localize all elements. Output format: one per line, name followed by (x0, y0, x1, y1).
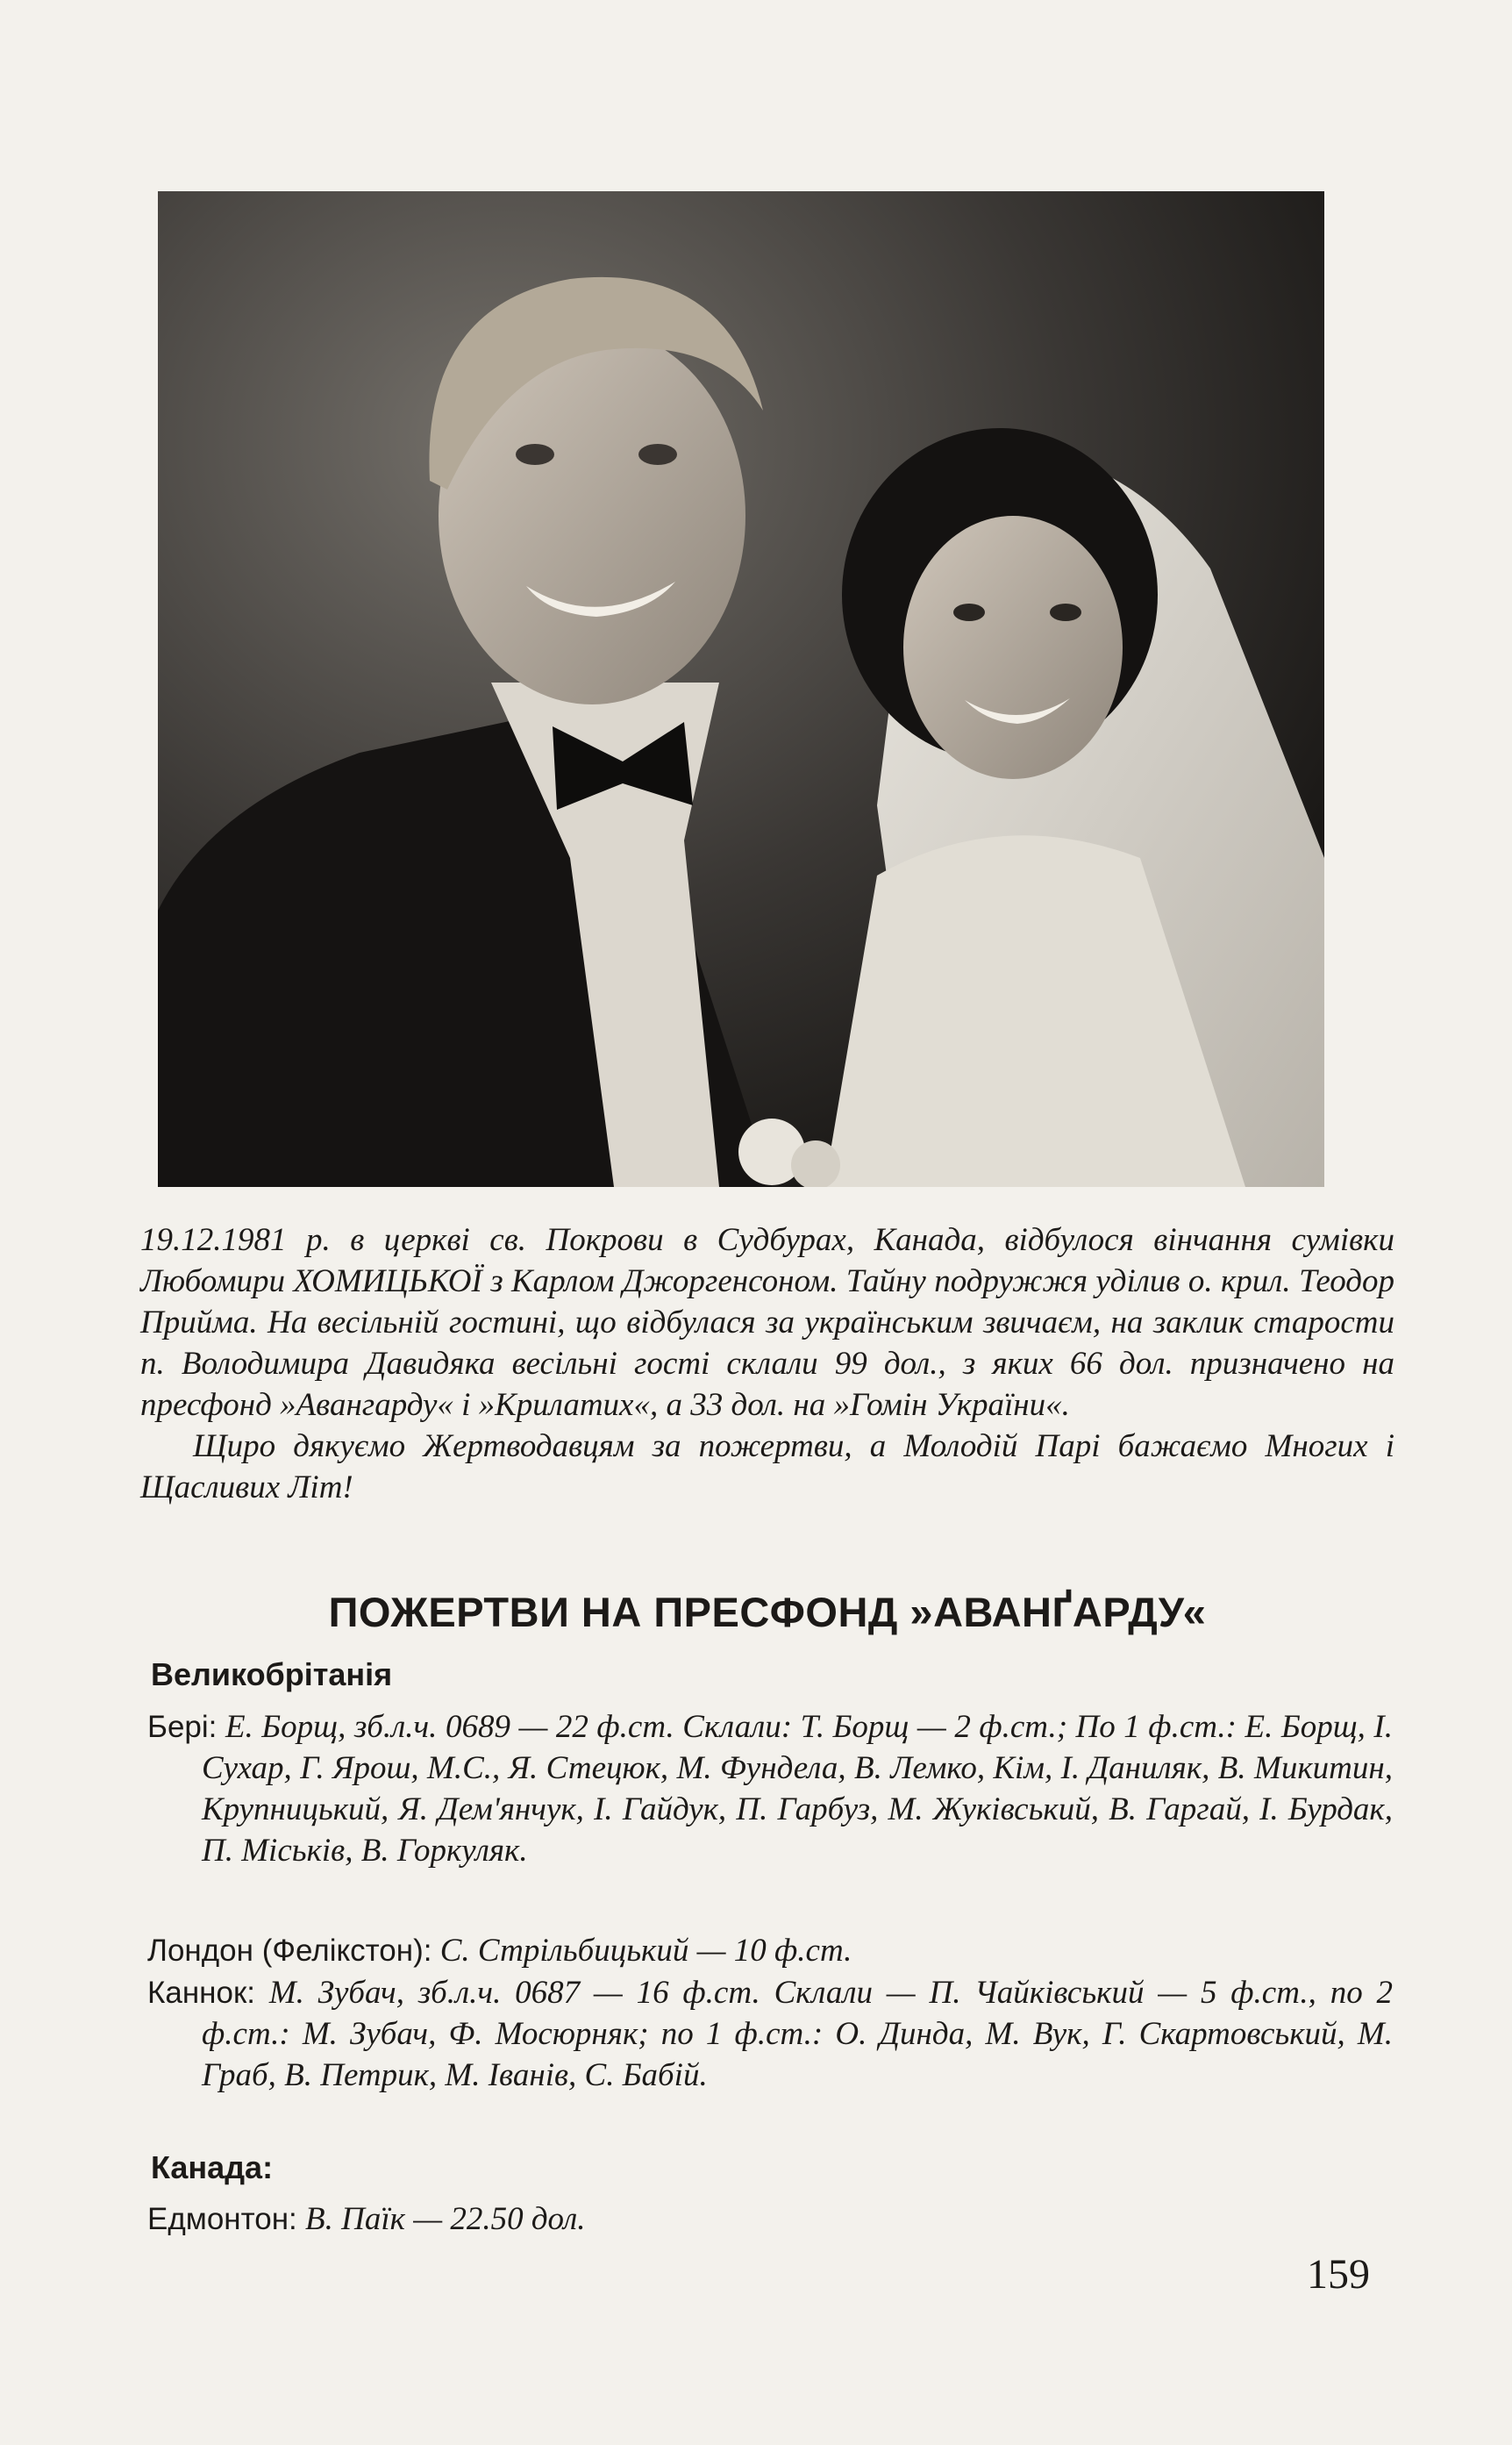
caption-text: 19.12.1981 р. в церкві св. Покрови в Судбурах, Канада, відбулося вінчання сумівки Любомири ХОМИЦЬКОЇ з Карлом Джоргенсоном. Тайну подружжя уділив о. крил. Теодор Приймa. На весільній гостині, що відбулася за українським звичаєм, на заклик старости п. Володимира Давидяка весільні гості склали 99 дол., з яких 66 дол. призначено на пресфонд »Авангарду« і »Крилатих«, а 33 дол. на »Гомін України«. (140, 1222, 1394, 1423)
donation-entry-edmonton (147, 2198, 1393, 2240)
donation-entry-kannok (147, 1972, 1393, 2096)
region-uk: Великобрітанія (151, 1656, 393, 1692)
entry-text: М. Зубач, зб.л.ч. 0687 — 16 ф.ст. Склали — П. Чайківський — 5 ф.ст., по 2 ф.ст.: М. Зубач, Ф. Мосюрняк; по 1 ф.ст.: О. Динда, М. Вук, Г. Скартовський, М. Граб, В. Петрик, М. Іванів, С. Бабій. (202, 1975, 1393, 2093)
wedding-photo (158, 191, 1324, 1187)
page-number: 159 (1307, 2251, 1370, 2298)
section-heading: ПОЖЕРТВИ НА ПРЕСФОНД »АВАНҐАРДУ« (328, 1589, 1207, 1635)
caption-thanks: Щиро дякуємо Жертводавцям за пожертви, а Молодій Парі бажаємо Многих і Щасливих Літ! (140, 1428, 1394, 1505)
donation-entry-london (147, 1930, 1393, 1971)
entry-place: Бері: (147, 1710, 218, 1744)
region-canada: Канада: (151, 2149, 274, 2185)
wedding-photo-illustration (158, 191, 1324, 1187)
entry-place: Едмонтон: (147, 2202, 297, 2236)
entry-place: Каннок: (147, 1976, 256, 2010)
entry-place: Лондон (Фелікстон): (147, 1934, 432, 1968)
entry-text: Е. Борщ, зб.л.ч. 0689 — 22 ф.ст. Склали: Т. Борщ — 2 ф.ст.; По 1 ф.ст.: Е. Борщ, І. Сухар, Г. Ярош, М.С., Я. Стецюк, М. Фундела, В. Лемко, Кім, І. Даниляк, В. Микитин, Крупницький, Я. Дем'янчук, І. Гайдук, П. Гарбуз, М. Жуківський, В. Гаргай, І. Бурдак, П. Міськів, В. Горкуляк. (202, 1709, 1393, 1869)
photo-caption (140, 1219, 1394, 1508)
entry-text: С. Стрільбицький — 10 ф.ст. (439, 1933, 852, 1969)
donation-entry-beri (147, 1706, 1393, 1871)
entry-text: В. Паїк — 22.50 дол. (305, 2201, 586, 2237)
